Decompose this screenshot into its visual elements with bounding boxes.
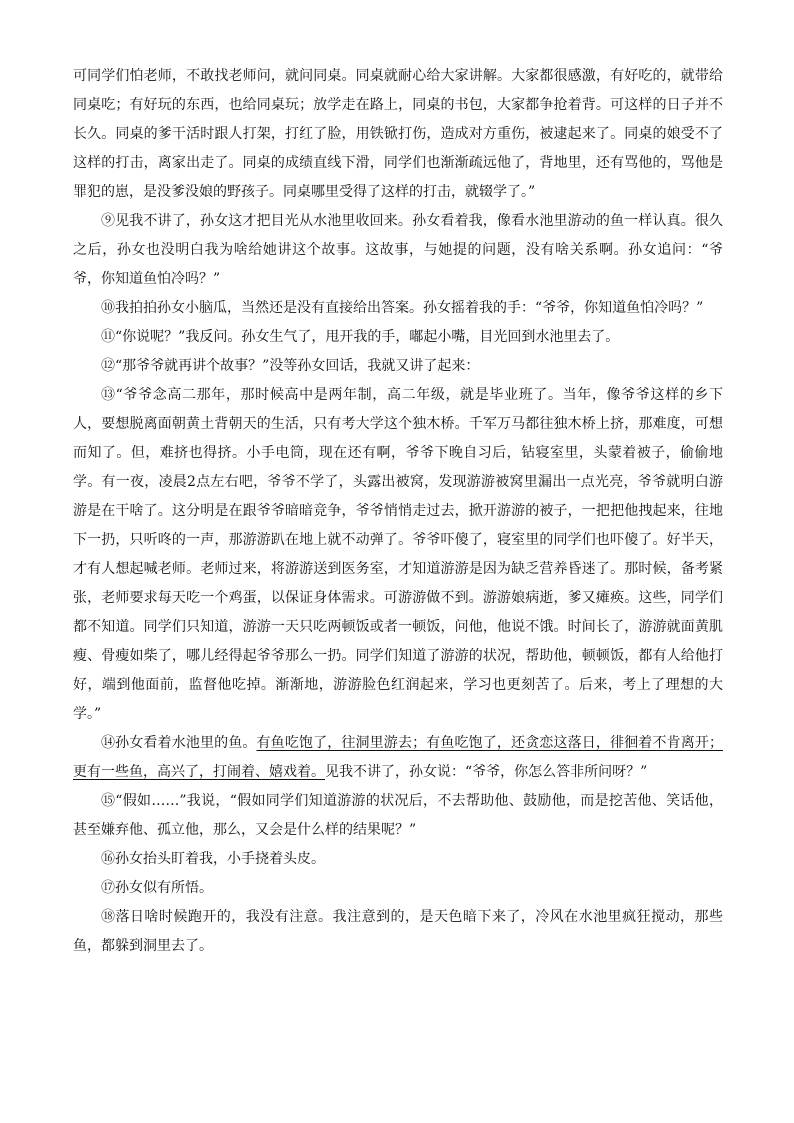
document-page	[73, 62, 723, 961]
paragraph-13: ⑬“爷爷念高二那年，那时候高中是两年制，高二年级，就是毕业班了。当年，像爷爷这样的乡下人，要想脱离面朝黄土背朝天的生活，只有考大学这个独木桥。千军万马都往独木桥上挤，那难度，可想而知了。但，难挤也得挤。小手电筒，现在还有啊，爷爷下晚自习后，钻寝室里，头蒙着被子，偷偷地学。有一夜，凌晨2点左右吧，爷爷不学了，头露出被窝，发现游游被窝里漏出一点光亮，爷爷就明白游游是在干啥了。这分明是在跟爷爷暗暗竞争，爷爷悄悄走过去，掀开游游的被子，一把把他拽起来，往地下一扔，只听咚的一声，那游游趴在地上就不动弹了。爷爷吓傻了，寝室里的同学们也吓傻了。好半天，才有人想起喊老师。老师过来，将游游送到医务室，才知道游游是因为缺乏营养昏迷了。那时候，备考紧张，老师要求每天吃一个鸡蛋，以保证身体需求。可游游做不到。游游娘病逝，爹又瘫痪。这些，同学们都不知道。同学们只知道，游游一天只吃两顿饭或者一顿饭，问他，他说不饿。时间长了，游游就面黄肌瘦、骨瘦如柴了，哪儿经得起爷爷那么一扔。同学们知道了游游的状况，帮助他，顿顿饭，都有人给他打好，端到他面前，监督他吃掉。渐渐地，游游脸色红润起来，学习也更刻苦了。后来，考上了理想的大学。”	[73, 387, 723, 722]
paragraph-12: ⑫“那爷爷就再讲个故事？”没等孙女回话，我就又讲了起来：	[101, 358, 480, 374]
paragraph-9: ⑨见我不讲了，孙女这才把目光从水池里收回来。孙女看着我，像看水池里游动的鱼一样认真。很久之后，孙女也没明白我为啥给她讲这个故事。这故事，与她提的问题，没有啥关系啊。孙女追问：“爷爷，你知道鱼怕冷吗？”	[73, 213, 723, 287]
paragraph-14-lead: ⑭孙女看着水池里的鱼。	[101, 735, 257, 751]
paragraph-16: ⑯孙女抬头盯着我，小手挠着头皮。	[101, 851, 325, 867]
paragraph-14	[73, 729, 723, 787]
paragraph-10: ⑩我拍拍孙女小脑瓜，当然还是没有直接给出答案。孙女摇着我的手：“爷爷，你知道鱼怕冷吗？”	[101, 300, 704, 316]
paragraph-17: ⑰孙女似有所悟。	[101, 880, 213, 896]
paragraph-14-tail: 见我不讲了，孙女说：“爷爷，你怎么答非所问呀？”	[325, 764, 648, 780]
paragraph-continued: 可同学们怕老师，不敢找老师问，就问同桌。同桌就耐心给大家讲解。大家都很感激，有好吃的，就带给同桌吃；有好玩的东西，也给同桌玩；放学走在路上，同桌的书包，大家都争抢着背。可这样的日子并不长久。同桌的爹干活时跟人打架，打红了脸，用铁锨打伤，造成对方重伤，被逮起来了。同桌的娘受不了这样的打击，离家出走了。同桌的成绩直线下滑，同学们也渐渐疏远他了，背地里，还有骂他的，骂他是罪犯的崽，是没爹没娘的野孩子。同桌哪里受得了这样的打击，就辍学了。”	[73, 68, 723, 200]
paragraph-18: ⑱落日啥时候跑开的，我没有注意。我注意到的，是天色暗下来了，冷风在水池里疯狂搅动，那些鱼，都躲到洞里去了。	[73, 909, 723, 954]
underlined-sentence: 有鱼吃饱了，往洞里游去；有鱼吃饱了，还贪恋这落日，徘徊着不肯离开；更有一些鱼，高兴了，打闹着、嬉戏着。	[73, 735, 724, 780]
paragraph-15: ⑮“假如……”我说，“假如同学们知道游游的状况后，不去帮助他、鼓励他，而是挖苦他、笑话他，甚至嫌弃他、孤立他，那么，又会是什么样的结果呢？”	[73, 793, 723, 838]
paragraph-11: ⑪“你说呢？”我反问。孙女生气了，甩开我的手，嘟起小嘴，目光回到水池里去了。	[101, 329, 620, 345]
